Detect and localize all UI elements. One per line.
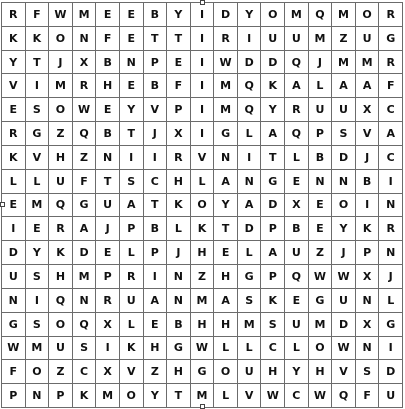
grid-cell[interactable]: K xyxy=(2,27,26,51)
grid-cell[interactable]: I xyxy=(120,146,144,170)
grid-cell[interactable]: R xyxy=(379,51,403,75)
grid-cell[interactable]: N xyxy=(238,170,262,194)
grid-cell[interactable]: E xyxy=(96,3,120,27)
grid-cell[interactable]: B xyxy=(144,74,168,98)
grid-cell[interactable]: D xyxy=(214,3,238,27)
grid-cell[interactable]: C xyxy=(261,337,285,361)
grid-cell[interactable]: R xyxy=(2,3,26,27)
grid-cell[interactable]: P xyxy=(96,265,120,289)
grid-cell[interactable]: H xyxy=(191,241,215,265)
grid-cell[interactable]: L xyxy=(214,384,238,408)
grid-cell[interactable]: Q xyxy=(285,265,309,289)
grid-cell[interactable]: U xyxy=(309,98,333,122)
grid-cell[interactable]: G xyxy=(191,360,215,384)
grid-cell[interactable]: N xyxy=(214,146,238,170)
grid-cell[interactable]: N xyxy=(26,384,50,408)
grid-cell[interactable]: O xyxy=(191,194,215,218)
grid-cell[interactable]: E xyxy=(214,241,238,265)
grid-cell[interactable]: B xyxy=(144,3,168,27)
grid-cell[interactable]: E xyxy=(309,194,333,218)
grid-cell[interactable]: I xyxy=(144,146,168,170)
grid-cell[interactable]: S xyxy=(73,337,97,361)
grid-cell[interactable]: A xyxy=(73,217,97,241)
resize-handle-bottom[interactable] xyxy=(200,404,205,409)
grid-cell[interactable]: V xyxy=(191,146,215,170)
grid-cell[interactable]: P xyxy=(167,98,191,122)
grid-cell[interactable]: X xyxy=(96,360,120,384)
grid-cell[interactable]: O xyxy=(49,313,73,337)
grid-cell[interactable]: U xyxy=(238,360,262,384)
grid-cell[interactable]: E xyxy=(285,289,309,313)
grid-cell[interactable]: D xyxy=(238,51,262,75)
grid-cell[interactable]: G xyxy=(261,170,285,194)
grid-cell[interactable]: V xyxy=(144,98,168,122)
grid-cell[interactable]: I xyxy=(26,289,50,313)
grid-cell[interactable]: I xyxy=(191,74,215,98)
grid-cell[interactable]: J xyxy=(309,51,333,75)
grid-cell[interactable]: R xyxy=(73,74,97,98)
grid-cell[interactable]: N xyxy=(356,337,380,361)
grid-cell[interactable]: I xyxy=(356,194,380,218)
grid-cell[interactable]: M xyxy=(309,27,333,51)
grid-cell[interactable]: T xyxy=(167,384,191,408)
grid-cell[interactable]: H xyxy=(191,313,215,337)
grid-cell[interactable]: M xyxy=(73,265,97,289)
grid-cell[interactable]: T xyxy=(120,122,144,146)
grid-cell[interactable]: S xyxy=(26,265,50,289)
grid-cell[interactable]: J xyxy=(49,51,73,75)
grid-cell[interactable]: A xyxy=(332,74,356,98)
grid-cell[interactable]: S xyxy=(356,360,380,384)
resize-handle-top[interactable] xyxy=(200,0,205,5)
grid-cell[interactable]: L xyxy=(379,289,403,313)
grid-cell[interactable]: V xyxy=(356,122,380,146)
grid-cell[interactable]: C xyxy=(379,98,403,122)
grid-cell[interactable]: R xyxy=(379,217,403,241)
grid-cell[interactable]: R xyxy=(167,146,191,170)
grid-cell[interactable]: T xyxy=(96,170,120,194)
grid-cell[interactable]: L xyxy=(120,313,144,337)
grid-cell[interactable]: B xyxy=(356,170,380,194)
grid-cell[interactable]: G xyxy=(2,313,26,337)
grid-cell[interactable]: U xyxy=(332,289,356,313)
grid-cell[interactable]: N xyxy=(356,289,380,313)
grid-cell[interactable]: F xyxy=(26,3,50,27)
grid-cell[interactable]: W xyxy=(332,265,356,289)
grid-cell[interactable]: X xyxy=(356,265,380,289)
grid-cell[interactable]: R xyxy=(2,122,26,146)
grid-cell[interactable]: H xyxy=(214,313,238,337)
grid-cell[interactable]: S xyxy=(332,122,356,146)
grid-cell[interactable]: U xyxy=(332,98,356,122)
grid-cell[interactable]: L xyxy=(238,241,262,265)
grid-cell[interactable]: C xyxy=(379,146,403,170)
grid-cell[interactable]: I xyxy=(2,217,26,241)
grid-cell[interactable]: Q xyxy=(309,3,333,27)
grid-cell[interactable]: W xyxy=(214,51,238,75)
grid-cell[interactable]: R xyxy=(96,289,120,313)
grid-cell[interactable]: U xyxy=(285,313,309,337)
grid-cell[interactable]: H xyxy=(49,146,73,170)
grid-cell[interactable]: Q xyxy=(73,122,97,146)
grid-cell[interactable]: B xyxy=(285,217,309,241)
grid-cell[interactable]: Q xyxy=(285,122,309,146)
grid-cell[interactable]: I xyxy=(191,122,215,146)
grid-cell[interactable]: L xyxy=(120,241,144,265)
grid-cell[interactable]: M xyxy=(73,3,97,27)
grid-cell[interactable]: H xyxy=(167,360,191,384)
grid-cell[interactable]: Y xyxy=(120,98,144,122)
grid-cell[interactable]: P xyxy=(49,384,73,408)
grid-cell[interactable]: N xyxy=(309,170,333,194)
grid-cell[interactable]: I xyxy=(191,51,215,75)
grid-cell[interactable]: M xyxy=(332,3,356,27)
grid-cell[interactable]: B xyxy=(309,146,333,170)
grid-cell[interactable]: M xyxy=(309,313,333,337)
grid-cell[interactable]: M xyxy=(191,384,215,408)
grid-cell[interactable]: E xyxy=(2,194,26,218)
grid-cell[interactable]: H xyxy=(49,265,73,289)
grid-cell[interactable]: V xyxy=(238,384,262,408)
grid-cell[interactable]: C xyxy=(285,384,309,408)
grid-cell[interactable]: A xyxy=(144,289,168,313)
grid-cell[interactable]: P xyxy=(2,384,26,408)
grid-cell[interactable]: H xyxy=(144,337,168,361)
grid-cell[interactable]: E xyxy=(96,241,120,265)
grid-cell[interactable]: L xyxy=(167,217,191,241)
grid-cell[interactable]: T xyxy=(144,194,168,218)
grid-cell[interactable]: I xyxy=(191,98,215,122)
grid-cell[interactable]: H xyxy=(214,265,238,289)
grid-cell[interactable]: N xyxy=(167,265,191,289)
grid-cell[interactable]: X xyxy=(96,313,120,337)
grid-cell[interactable]: Y xyxy=(26,241,50,265)
grid-cell[interactable]: N xyxy=(2,289,26,313)
grid-cell[interactable]: S xyxy=(120,170,144,194)
grid-cell[interactable]: K xyxy=(261,74,285,98)
grid-cell[interactable]: Q xyxy=(238,74,262,98)
grid-cell[interactable]: D xyxy=(379,360,403,384)
grid-cell[interactable]: F xyxy=(356,384,380,408)
grid-cell[interactable]: I xyxy=(191,3,215,27)
grid-cell[interactable]: F xyxy=(96,27,120,51)
grid-cell[interactable]: K xyxy=(73,384,97,408)
grid-cell[interactable]: O xyxy=(309,337,333,361)
grid-cell[interactable]: M xyxy=(49,74,73,98)
grid-cell[interactable]: N xyxy=(120,51,144,75)
grid-cell[interactable]: M xyxy=(332,51,356,75)
grid-cell[interactable]: U xyxy=(49,337,73,361)
grid-cell[interactable]: M xyxy=(96,384,120,408)
grid-cell[interactable]: E xyxy=(120,3,144,27)
grid-cell[interactable]: F xyxy=(379,74,403,98)
grid-cell[interactable]: G xyxy=(309,289,333,313)
grid-cell[interactable]: T xyxy=(214,217,238,241)
grid-cell[interactable]: A xyxy=(285,74,309,98)
grid-cell[interactable]: Y xyxy=(144,384,168,408)
grid-cell[interactable]: O xyxy=(49,98,73,122)
grid-cell[interactable]: M xyxy=(26,337,50,361)
grid-cell[interactable]: E xyxy=(285,170,309,194)
grid-cell[interactable]: X xyxy=(73,51,97,75)
grid-cell[interactable]: M xyxy=(238,313,262,337)
grid-cell[interactable]: Q xyxy=(238,98,262,122)
grid-cell[interactable]: W xyxy=(49,3,73,27)
grid-cell[interactable]: B xyxy=(96,122,120,146)
grid-cell[interactable]: K xyxy=(167,194,191,218)
grid-cell[interactable]: L xyxy=(238,122,262,146)
grid-cell[interactable]: V xyxy=(332,360,356,384)
grid-cell[interactable]: L xyxy=(214,337,238,361)
grid-cell[interactable]: D xyxy=(73,241,97,265)
grid-cell[interactable]: W xyxy=(332,337,356,361)
grid-cell[interactable]: K xyxy=(356,217,380,241)
grid-cell[interactable]: R xyxy=(214,27,238,51)
grid-cell[interactable]: Q xyxy=(49,289,73,313)
grid-cell[interactable]: S xyxy=(26,98,50,122)
grid-cell[interactable]: K xyxy=(191,217,215,241)
grid-cell[interactable]: G xyxy=(167,337,191,361)
grid-cell[interactable]: N xyxy=(379,241,403,265)
grid-cell[interactable]: N xyxy=(73,289,97,313)
grid-cell[interactable]: W xyxy=(191,337,215,361)
grid-cell[interactable]: Z xyxy=(191,265,215,289)
resize-handle-left[interactable] xyxy=(0,202,5,207)
grid-cell[interactable]: M xyxy=(285,3,309,27)
grid-cell[interactable]: T xyxy=(261,146,285,170)
grid-cell[interactable]: U xyxy=(2,265,26,289)
grid-cell[interactable]: A xyxy=(356,74,380,98)
grid-cell[interactable]: E xyxy=(96,98,120,122)
grid-cell[interactable]: P xyxy=(261,217,285,241)
grid-cell[interactable]: Y xyxy=(2,51,26,75)
grid-cell[interactable]: J xyxy=(379,265,403,289)
grid-cell[interactable]: A xyxy=(214,289,238,313)
grid-cell[interactable]: H xyxy=(96,74,120,98)
grid-cell[interactable]: G xyxy=(214,122,238,146)
grid-cell[interactable]: Y xyxy=(167,3,191,27)
grid-cell[interactable]: E xyxy=(120,74,144,98)
grid-cell[interactable]: L xyxy=(191,170,215,194)
grid-cell[interactable]: Q xyxy=(285,51,309,75)
grid-cell[interactable]: I xyxy=(26,74,50,98)
grid-cell[interactable]: O xyxy=(120,384,144,408)
grid-cell[interactable]: M xyxy=(214,98,238,122)
grid-cell[interactable]: M xyxy=(356,51,380,75)
grid-cell[interactable]: Y xyxy=(285,360,309,384)
grid-cell[interactable]: J xyxy=(167,241,191,265)
grid-cell[interactable]: O xyxy=(332,194,356,218)
grid-cell[interactable]: D xyxy=(238,217,262,241)
grid-cell[interactable]: A xyxy=(120,194,144,218)
grid-cell[interactable]: E xyxy=(309,217,333,241)
grid-cell[interactable]: L xyxy=(2,170,26,194)
grid-cell[interactable]: Q xyxy=(73,313,97,337)
grid-cell[interactable]: R xyxy=(49,217,73,241)
grid-cell[interactable]: O xyxy=(214,360,238,384)
grid-cell[interactable]: Z xyxy=(49,360,73,384)
grid-cell[interactable]: B xyxy=(167,313,191,337)
grid-cell[interactable]: D xyxy=(332,313,356,337)
grid-cell[interactable]: K xyxy=(261,289,285,313)
grid-cell[interactable]: A xyxy=(261,241,285,265)
grid-cell[interactable]: D xyxy=(2,241,26,265)
grid-cell[interactable]: M xyxy=(191,289,215,313)
grid-cell[interactable]: O xyxy=(26,360,50,384)
grid-cell[interactable]: Q xyxy=(49,194,73,218)
grid-cell[interactable]: M xyxy=(26,194,50,218)
grid-cell[interactable]: J xyxy=(356,146,380,170)
grid-cell[interactable]: Z xyxy=(144,360,168,384)
grid-cell[interactable]: N xyxy=(379,194,403,218)
grid-cell[interactable]: N xyxy=(332,170,356,194)
grid-cell[interactable]: I xyxy=(379,337,403,361)
grid-cell[interactable]: G xyxy=(379,313,403,337)
grid-cell[interactable]: C xyxy=(73,360,97,384)
grid-cell[interactable]: W xyxy=(309,265,333,289)
grid-cell[interactable]: G xyxy=(26,122,50,146)
grid-cell[interactable]: R xyxy=(120,265,144,289)
grid-cell[interactable]: P xyxy=(120,217,144,241)
grid-cell[interactable]: A xyxy=(379,122,403,146)
grid-cell[interactable]: T xyxy=(144,27,168,51)
grid-cell[interactable]: N xyxy=(96,146,120,170)
grid-cell[interactable]: I xyxy=(191,27,215,51)
grid-cell[interactable]: U xyxy=(356,27,380,51)
grid-cell[interactable]: S xyxy=(238,289,262,313)
grid-cell[interactable]: U xyxy=(261,27,285,51)
grid-cell[interactable]: L xyxy=(285,146,309,170)
grid-cell[interactable]: V xyxy=(2,74,26,98)
grid-cell[interactable]: I xyxy=(96,337,120,361)
grid-cell[interactable]: S xyxy=(26,313,50,337)
grid-cell[interactable]: I xyxy=(238,146,262,170)
grid-cell[interactable]: Y xyxy=(332,217,356,241)
grid-cell[interactable]: L xyxy=(238,337,262,361)
grid-cell[interactable]: Y xyxy=(214,194,238,218)
grid-cell[interactable]: P xyxy=(261,265,285,289)
grid-cell[interactable]: J xyxy=(144,122,168,146)
grid-cell[interactable]: Z xyxy=(309,241,333,265)
grid-cell[interactable]: W xyxy=(309,384,333,408)
grid-cell[interactable]: G xyxy=(379,27,403,51)
grid-cell[interactable]: T xyxy=(26,51,50,75)
grid-cell[interactable]: X xyxy=(167,122,191,146)
grid-cell[interactable]: Z xyxy=(73,146,97,170)
grid-cell[interactable]: E xyxy=(167,51,191,75)
grid-cell[interactable]: D xyxy=(261,194,285,218)
grid-cell[interactable]: M xyxy=(214,74,238,98)
grid-cell[interactable]: K xyxy=(49,241,73,265)
grid-cell[interactable]: O xyxy=(261,3,285,27)
grid-cell[interactable]: K xyxy=(120,337,144,361)
grid-cell[interactable]: U xyxy=(49,170,73,194)
grid-cell[interactable]: K xyxy=(2,146,26,170)
grid-cell[interactable]: V xyxy=(120,360,144,384)
grid-cell[interactable]: I xyxy=(238,27,262,51)
grid-cell[interactable]: A xyxy=(238,194,262,218)
grid-cell[interactable]: O xyxy=(49,27,73,51)
grid-cell[interactable]: Y xyxy=(261,98,285,122)
grid-cell[interactable]: A xyxy=(261,122,285,146)
grid-cell[interactable]: U xyxy=(285,241,309,265)
grid-cell[interactable]: E xyxy=(2,98,26,122)
grid-cell[interactable]: B xyxy=(144,217,168,241)
grid-cell[interactable]: N xyxy=(73,27,97,51)
grid-cell[interactable]: A xyxy=(214,170,238,194)
grid-cell[interactable]: Z xyxy=(49,122,73,146)
grid-cell[interactable]: I xyxy=(379,170,403,194)
grid-cell[interactable]: X xyxy=(285,194,309,218)
grid-cell[interactable]: H xyxy=(261,360,285,384)
grid-cell[interactable]: X xyxy=(356,98,380,122)
grid-cell[interactable]: K xyxy=(26,27,50,51)
grid-cell[interactable]: G xyxy=(73,194,97,218)
grid-cell[interactable]: W xyxy=(2,337,26,361)
grid-cell[interactable]: I xyxy=(144,265,168,289)
grid-cell[interactable]: V xyxy=(26,146,50,170)
grid-cell[interactable]: D xyxy=(332,146,356,170)
grid-cell[interactable]: H xyxy=(167,170,191,194)
grid-cell[interactable]: D xyxy=(261,51,285,75)
grid-cell[interactable]: L xyxy=(26,170,50,194)
grid-cell[interactable]: U xyxy=(379,384,403,408)
grid-cell[interactable]: L xyxy=(309,74,333,98)
grid-cell[interactable]: F xyxy=(73,170,97,194)
grid-cell[interactable]: F xyxy=(2,360,26,384)
word-search-grid xyxy=(1,2,403,408)
grid-cell[interactable]: E xyxy=(120,27,144,51)
grid-cell[interactable]: X xyxy=(356,313,380,337)
grid-cell[interactable]: P xyxy=(356,241,380,265)
grid-cell[interactable]: R xyxy=(285,98,309,122)
grid-cell[interactable]: R xyxy=(379,3,403,27)
grid-cell[interactable]: L xyxy=(285,337,309,361)
grid-cell[interactable]: P xyxy=(309,122,333,146)
grid-cell[interactable]: T xyxy=(167,27,191,51)
grid-cell[interactable]: F xyxy=(167,74,191,98)
grid-cell[interactable]: J xyxy=(332,241,356,265)
grid-cell[interactable]: O xyxy=(356,3,380,27)
grid-cell[interactable]: P xyxy=(144,51,168,75)
grid-cell[interactable]: J xyxy=(96,217,120,241)
grid-cell[interactable]: Z xyxy=(332,27,356,51)
grid-cell[interactable]: S xyxy=(261,313,285,337)
grid-cell[interactable]: U xyxy=(96,194,120,218)
grid-cell[interactable]: Q xyxy=(332,384,356,408)
grid-cell[interactable]: E xyxy=(144,313,168,337)
grid-cell[interactable]: U xyxy=(285,27,309,51)
grid-cell[interactable]: E xyxy=(26,217,50,241)
grid-cell[interactable]: P xyxy=(144,241,168,265)
grid-cell[interactable]: C xyxy=(144,170,168,194)
grid-cell[interactable]: N xyxy=(167,289,191,313)
grid-cell[interactable]: W xyxy=(261,384,285,408)
grid-cell[interactable]: H xyxy=(309,360,333,384)
grid-cell[interactable]: G xyxy=(238,265,262,289)
grid-cell[interactable]: B xyxy=(96,51,120,75)
grid-cell[interactable]: Y xyxy=(238,3,262,27)
grid-cell[interactable]: W xyxy=(73,98,97,122)
grid-cell[interactable]: U xyxy=(120,289,144,313)
